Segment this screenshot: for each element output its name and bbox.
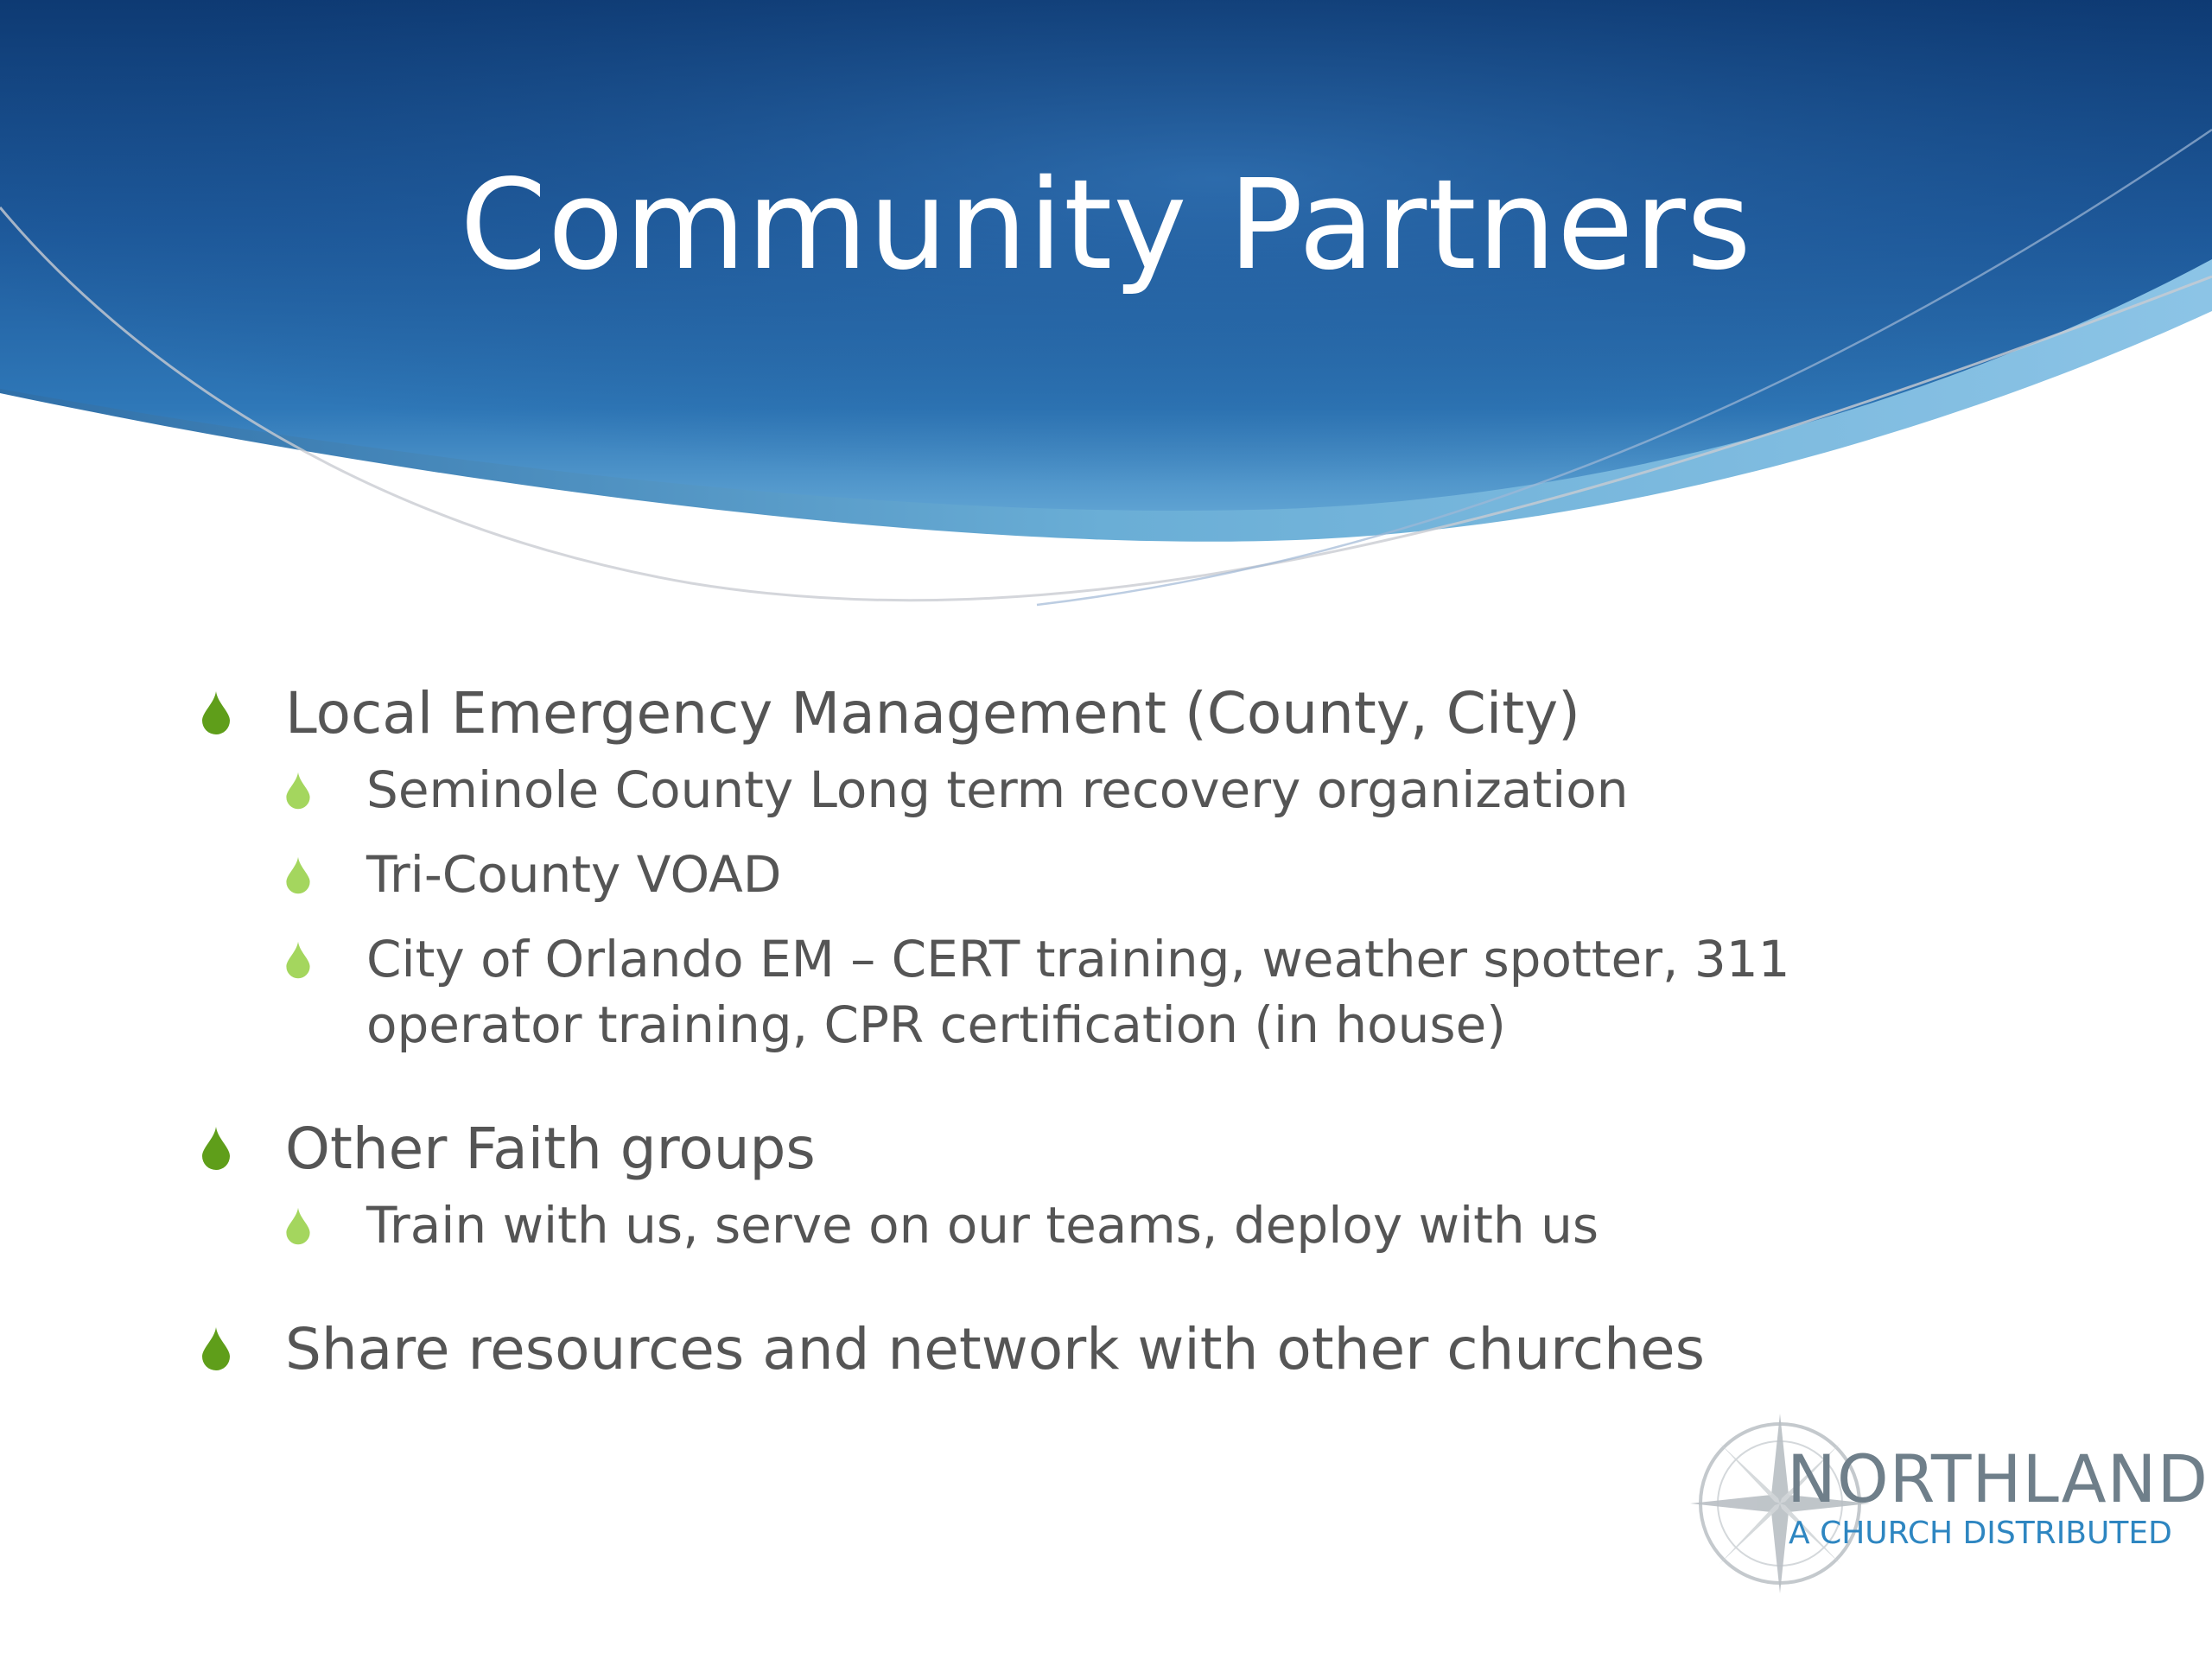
sub-list-item [283,842,1840,907]
water-drop-bullet-icon [283,940,313,980]
sub-list-item [283,757,1840,823]
water-drop-bullet-icon [283,771,313,810]
sub-list [199,1192,1840,1258]
logo-name: NORTHLAND [1787,1440,2209,1517]
sub-list [199,757,1840,1058]
water-drop-bullet-icon [199,1325,233,1372]
list-item-text: Local Emergency Management (County, City) [285,680,1580,747]
sub-list-item [283,926,1840,1058]
northland-logo [1685,1408,2212,1599]
logo-tagline: A CHURCH DISTRIBUTED [1789,1516,2172,1551]
sub-list-item-text: Seminole County Long term recovery organization [366,760,1629,819]
water-drop-bullet-icon [199,1125,233,1172]
list-item [199,674,1840,1058]
water-drop-bullet-icon [199,690,233,736]
water-drop-bullet-icon [283,855,313,895]
sub-list-item-text: Tri-County VOAD [366,845,782,904]
water-drop-bullet-icon [283,1206,313,1246]
list-item [199,1109,1840,1258]
bullet-list [199,674,1840,1389]
sub-list-item-text: Train with us, serve on our teams, deploy with us [366,1196,1599,1255]
bullet-content [199,674,1840,1389]
list-item-text: Share resources and network with other churches [285,1316,1705,1382]
sub-list-item-text: City of Orlando EM – CERT training, weather spotter, 311 operator training, CPR certification (in house) [366,930,1790,1054]
header-wave-background [0,0,2212,622]
slide-title: Community Partners [460,152,1752,297]
sub-list-item [283,1192,1840,1258]
list-item-text: Other Faith groups [285,1116,816,1182]
list-item [199,1310,1840,1389]
